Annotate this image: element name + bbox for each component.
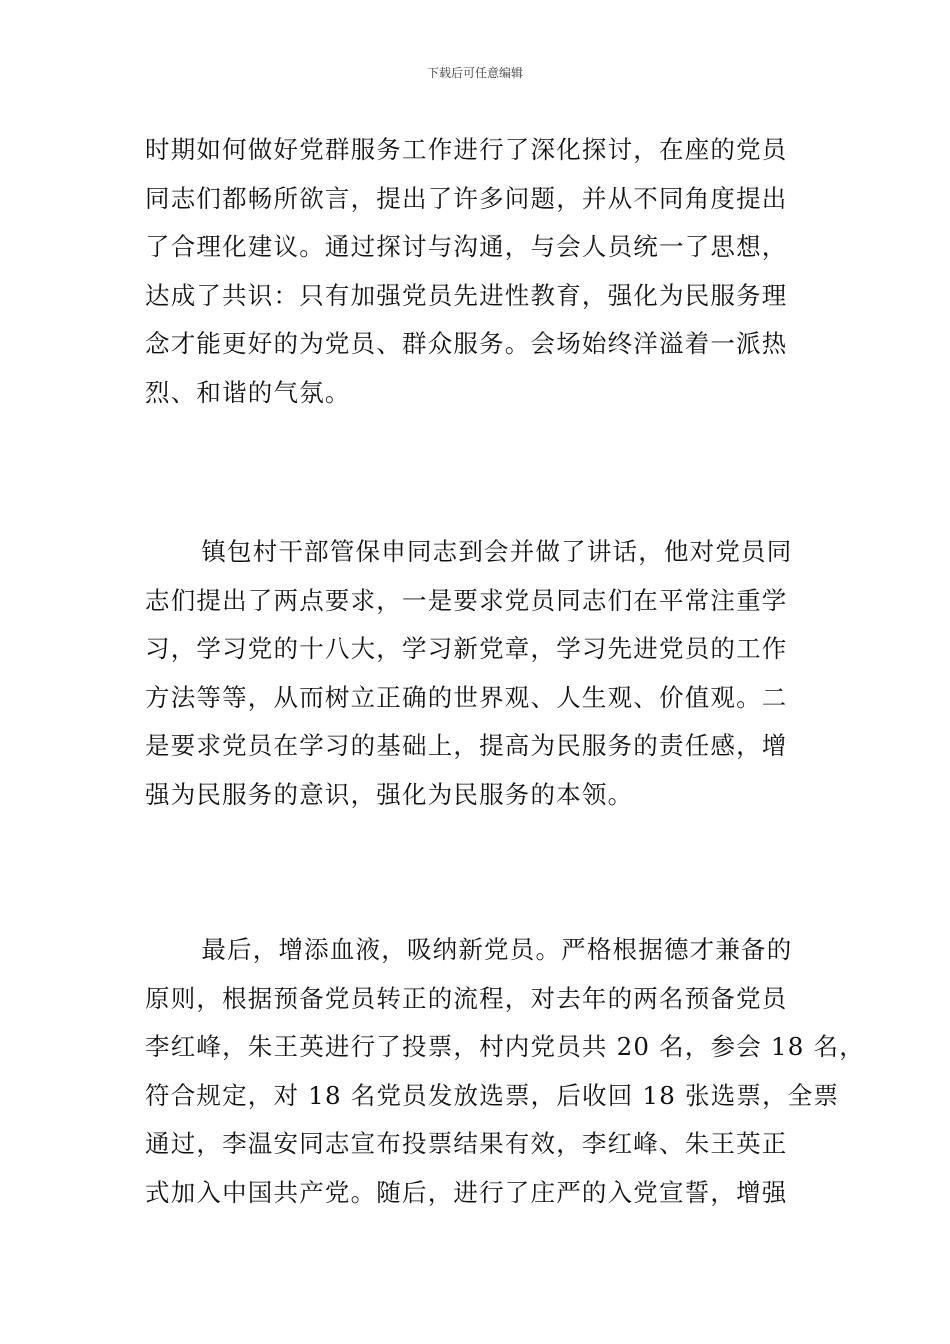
text-line: 达成了共识：只有加强党员先进性教育，强化为民服务理	[145, 280, 788, 310]
text-line: 强为民服务的意识，强化为民服务的本领。	[145, 779, 634, 809]
text-line: 通过，李温安同志宣布投票结果有效，李红峰、朱王英正	[145, 1129, 788, 1159]
text-line: 原则，根据预备党员转正的流程，对去年的两名预备党员	[145, 983, 788, 1013]
text-line: 是要求党员在学习的基础上，提高为民服务的责任感，增	[145, 731, 788, 761]
text-line: 李红峰，朱王英进行了投票，村内党员共 20 名，参会 18 名，	[145, 1032, 865, 1062]
text-line: 习，学习党的十八大，学习新党章，学习先进党员的工作	[145, 634, 788, 664]
text-line: 念才能更好的为党员、群众服务。会场始终洋溢着一派热	[145, 329, 788, 359]
paragraph-speech	[145, 528, 815, 820]
paragraph-continuation	[145, 126, 815, 418]
text-line: 同志们都畅所欲言，提出了许多问题，并从不同角度提出	[145, 183, 788, 213]
page-header: 下载后可任意编辑	[426, 66, 523, 80]
text-line: 烈、和谐的气氛。	[145, 377, 351, 407]
text-line: 方法等等，从而树立正确的世界观、人生观、价值观。二	[145, 682, 788, 712]
text-line: 时期如何做好党群服务工作进行了深化探讨，在座的党员	[145, 135, 788, 164]
text-line: 镇包村干部管保申同志到会并做了讲话，他对党员同	[201, 537, 793, 566]
paragraph-new-members	[145, 926, 865, 1218]
text-line: 最后，增添血液，吸纳新党员。严格根据德才兼备的	[201, 935, 793, 964]
paragraph-text	[145, 528, 815, 820]
text-line: 志们提出了两点要求，一是要求党员同志们在平常注重学	[145, 585, 788, 615]
text-line: 式加入中国共产党。随后，进行了庄严的入党宣誓，增强	[145, 1177, 788, 1207]
text-line: 了合理化建议。通过探讨与沟通，与会人员统一了思想，	[145, 232, 788, 262]
paragraph-text	[145, 126, 815, 418]
text-line: 符合规定，对 18 名党员发放选票，后收回 18 张选票，全票	[145, 1080, 840, 1110]
paragraph-text	[145, 926, 865, 1218]
